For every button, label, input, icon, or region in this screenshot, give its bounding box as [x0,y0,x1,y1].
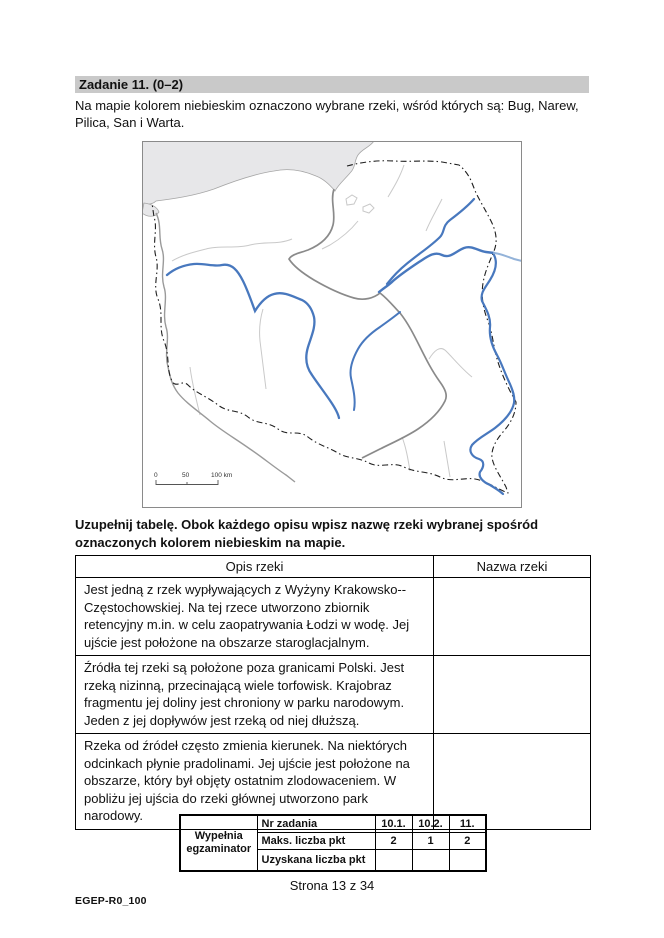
earned-points-cell[interactable] [412,849,449,871]
max-points-cell: 1 [412,832,449,849]
task-number-cell: 11. [449,815,486,832]
river-name-answer-cell-1[interactable] [434,578,591,656]
answer-table [75,555,591,830]
river-wisla-gray [289,189,446,458]
poland-map-svg [142,141,522,508]
scale-bar [154,472,232,485]
river-narew-blue [387,199,474,284]
task-header-label: Zadanie 11. (0–2) [79,77,184,92]
task-number-cell: 10.2. [412,815,449,832]
max-points-cell: 2 [449,832,486,849]
scoring-table [179,814,487,872]
task-number-cell: 10.1. [375,815,412,832]
column-header-opis-rzeki: Opis rzeki [76,556,434,578]
scale-label-50: 50 [182,472,190,479]
river-description-3: Rzeka od źródeł często zmienia kierunek. Na niektórych odcinkach płynie pradolinami. Jej ujście jest położone na obszarze, który był objęty ostatnim zlodowaceniem. W pobliżu jej ujścia do rzeki głównej utworzono park narodowy. [76,734,434,830]
table-row [76,578,591,656]
river-san-blue [470,255,514,494]
river-warta-blue [167,264,339,418]
table-row [76,656,591,734]
river-description-1: Jest jedną z rzek wypływających z Wyżyny Krakowsko--Częstochowskiej. Na tej rzece utworzono zbiornik retencyjny m.in. w celu zaopatrywania Łodzi w wodę. Jej ujście jest położone na obszarze staroglacjalnym. [76,578,434,656]
river-odra-gray [156,213,295,482]
river-pilica-blue [350,312,400,410]
scoring-label-nr-zadania: Nr zadania [257,815,375,832]
scoring-label-maks-pkt: Maks. liczba pkt [257,832,375,849]
answer-table-header-row [76,556,591,578]
minor-rivers [172,165,472,477]
river-name-answer-cell-2[interactable] [434,656,591,734]
page-number: Strona 13 z 34 [289,878,375,893]
form-code: EGEP-R0_100 [75,895,147,907]
earned-points-cell[interactable] [375,849,412,871]
scoring-row-nr-zadania [180,815,486,832]
filler-label: Wypełnia egzaminator [180,815,257,871]
baltic-sea [142,141,374,216]
poland-rivers-map [142,141,522,508]
scale-label-0: 0 [154,472,158,479]
task-instruction: Uzupełnij tabelę. Obok każdego opisu wpisz nazwę rzeki wybranej spośród oznaczonych kolorem niebieskim na mapie. [75,517,539,550]
earned-points-cell[interactable] [449,849,486,871]
river-description-2: Źródła tej rzeki są położone poza granicami Polski. Jest rzeką nizinną, przecinającą wiele torfowisk. Krajobraz fragmentu jej doliny jest chroniony w parku narodowym. Jeden z jej dopływów jest rzeką od niej dłuższą. [76,656,434,734]
column-header-nazwa-rzeki: Nazwa rzeki [434,556,591,578]
scoring-label-uzyskana-pkt: Uzyskana liczba pkt [257,849,375,871]
scale-label-100km: 100 km [211,472,233,479]
task-intro: Na mapie kolorem niebieskim oznaczono wybrane rzeki, wśród których są: Bug, Narew, Pilica, San i Warta. [75,98,579,130]
max-points-cell: 2 [375,832,412,849]
task-header [75,76,589,93]
